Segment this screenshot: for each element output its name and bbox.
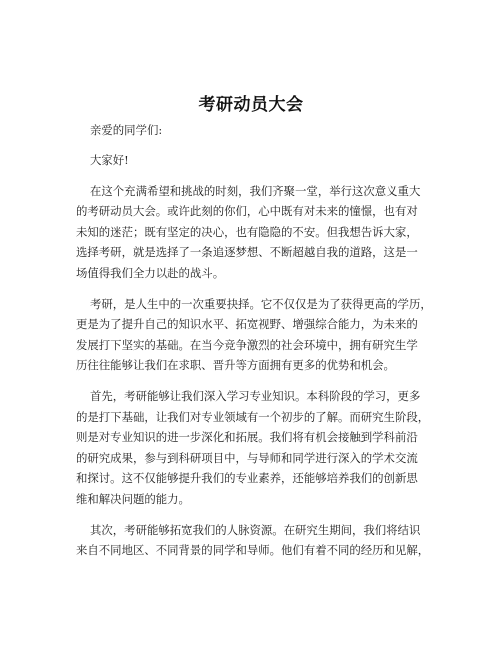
paragraph-3-line-3: 则是对专业知识的进一步深化和拓展。我们将有机会接触到学科前沿 <box>76 430 418 444</box>
paragraph-2-line-4: 历往往能够让我们在求职、晋升等方面拥有更多的优势和机会。 <box>76 358 395 372</box>
paragraph-3-line-5: 和探讨。这不仅能够提升我们的专业素养，还能够培养我们的创新思 <box>76 471 418 485</box>
salutation: 大家好! <box>90 153 129 167</box>
paragraph-2-line-1: 考研，是人生中的一次重要抉择。它不仅仅是为了获得更高的学历， <box>90 297 432 311</box>
paragraph-2-line-2: 更是为了提升自己的知识水平、拓宽视野、增强综合能力，为未来的 <box>76 317 418 331</box>
paragraph-4-line-1: 其次，考研能够拓宽我们的人脉资源。在研究生期间，我们将结识 <box>90 523 421 537</box>
document-title: 考研动员大会 <box>198 95 304 115</box>
paragraph-3-line-2: 的是打下基础，让我们对专业领域有一个初步的了解。而研究生阶段， <box>76 410 430 424</box>
paragraph-3-line-4: 的研究成果，参与到科研项目中，与导师和同学进行深入的学术交流 <box>76 451 418 465</box>
paragraph-3-line-6: 维和解决问题的能力。 <box>76 492 190 506</box>
paragraph-4-line-2: 来自不同地区、不同背景的同学和导师。他们有着不同的经历和见解， <box>76 543 430 557</box>
paragraph-1-line-3: 未知的迷茫；既有坚定的决心，也有隐隐的不安。但我想告诉大家， <box>76 225 418 239</box>
paragraph-1-line-4: 选择考研，就是选择了一条追逐梦想、不断超越自我的道路，这是一 <box>76 245 418 259</box>
greeting: 亲爱的同学们: <box>90 123 163 137</box>
paragraph-1-line-5: 场值得我们全力以赴的战斗。 <box>76 266 225 280</box>
paragraph-3-line-1: 首先，考研能够让我们深入学习专业知识。本科阶段的学习，更多 <box>90 389 421 403</box>
paragraph-1-line-2: 的考研动员大会。或许此刻的你们，心中既有对未来的憧憬，也有对 <box>76 204 418 218</box>
paragraph-2-line-3: 发展打下坚实的基础。在当今竞争激烈的社会环境中，拥有研究生学 <box>76 338 418 352</box>
paragraph-1-line-1: 在这个充满希望和挑战的时刻，我们齐聚一堂，举行这次意义重大 <box>90 184 421 198</box>
